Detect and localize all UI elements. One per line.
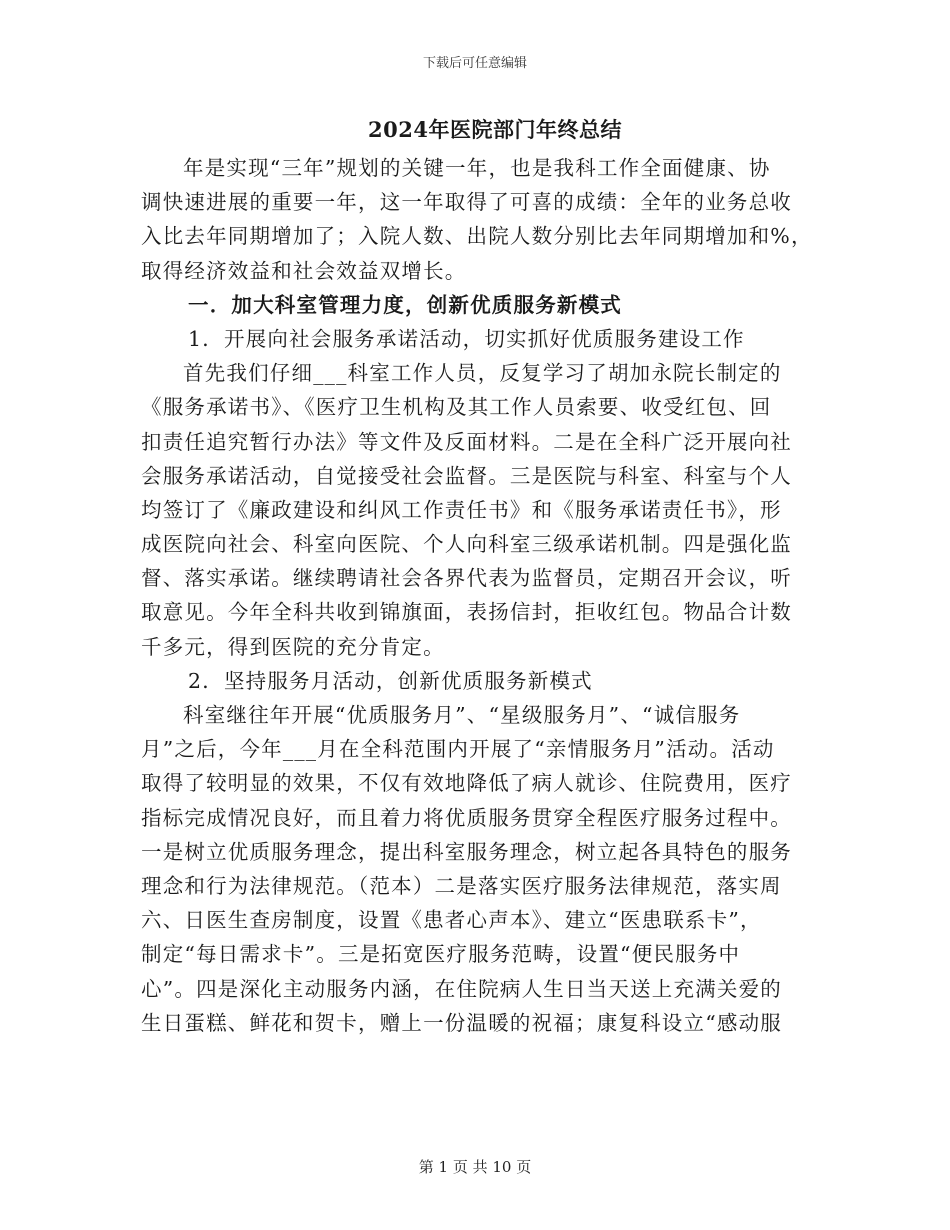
paragraph-line: 生日蛋糕、鲜花和贺卡，赠上一份温暖的祝福；康复科设立“感动服 [141,1010,782,1035]
paragraph-line: 月”之后，今年___月在全科范围内开展了“亲情服务月”活动。活动 [141,737,775,762]
section-heading: 一．加大科室管理力度，创新优质服务新模式 [188,292,622,317]
paragraph-line: 一是树立优质服务理念，提出科室服务理念，树立起各具特色的服务 [141,839,792,864]
paragraph-line: 制定“每日需求卡”。三是拓宽医疗服务范畴，设置“便民服务中 [141,942,741,967]
page-header-note: 下载后可任意编辑 [422,56,527,71]
document-body [141,151,813,1040]
paragraph-line: 扣责任追究暂行办法》等文件及反面材料。二是在全科广泛开展向社 [141,429,792,454]
paragraph-line: 六、日医生查房制度，设置《患者心声本》、建立“医患联系卡”， [141,908,762,933]
subsection-heading: 2．坚持服务月活动，创新优质服务新模式 [188,668,593,693]
document-title: 2024年医院部门年终总结 [368,117,622,142]
paragraph-line: 成医院向社会、科室向医院、个人向科室三级承诺机制。四是强化监 [141,532,792,557]
paragraph-line: 心”。四是深化主动服务内涵，在住院病人生日当天送上充满关爱的 [141,976,782,1001]
paragraph-line: 取得了较明显的效果，不仅有效地降低了病人就诊、住院费用，医疗 [141,771,792,796]
paragraph-line: 取得经济效益和社会效益双增长。 [141,258,467,283]
page-number-footer: 第 1 页 共 10 页 [418,1158,532,1176]
paragraph-line: 指标完成情况良好，而且着力将优质服务贯穿全程医疗服务过程中。 [141,805,792,830]
paragraph-line: 《服务承诺书》、《医疗卫生机构及其工作人员索要、收受红包、回 [141,395,772,420]
paragraph-line: 调快速进展的重要一年，这一年取得了可喜的成绩：全年的业务总收 [141,190,792,215]
paragraph-line: 均签订了《廉政建设和纠风工作责任书》和《服务承诺责任书》，形 [141,497,782,522]
paragraph-line: 理念和行为法律规范。（范本）二是落实医疗服务法律规范，落实周 [141,873,782,898]
paragraph-line: 会服务承诺活动，自觉接受社会监督。三是医院与科室、科室与个人 [141,463,792,488]
paragraph-line: 督、落实承诺。继续聘请社会各界代表为监督员，定期召开会议，听 [141,566,792,591]
subsection-heading: 1．开展向社会服务承诺活动，切实抓好优质服务建设工作 [188,326,745,351]
paragraph-line: 取意见。今年全科共收到锦旗面，表扬信封，拒收红包。物品合计数 [141,600,792,625]
paragraph-line: 科室继往年开展“优质服务月”、“星级服务月”、“诚信服务 [183,703,741,727]
paragraph-line: 首先我们仔细___科室工作人员，反复学习了胡加永院长制定的 [183,361,782,386]
paragraph-line: 年是实现“三年”规划的关键一年，也是我科工作全面健康、协 [183,156,771,180]
paragraph-line: 千多元，得到医院的充分肯定。 [141,634,445,659]
paragraph-line: 入比去年同期增加了；入院人数、出院人数分别比去年同期增加和%， [141,224,813,249]
